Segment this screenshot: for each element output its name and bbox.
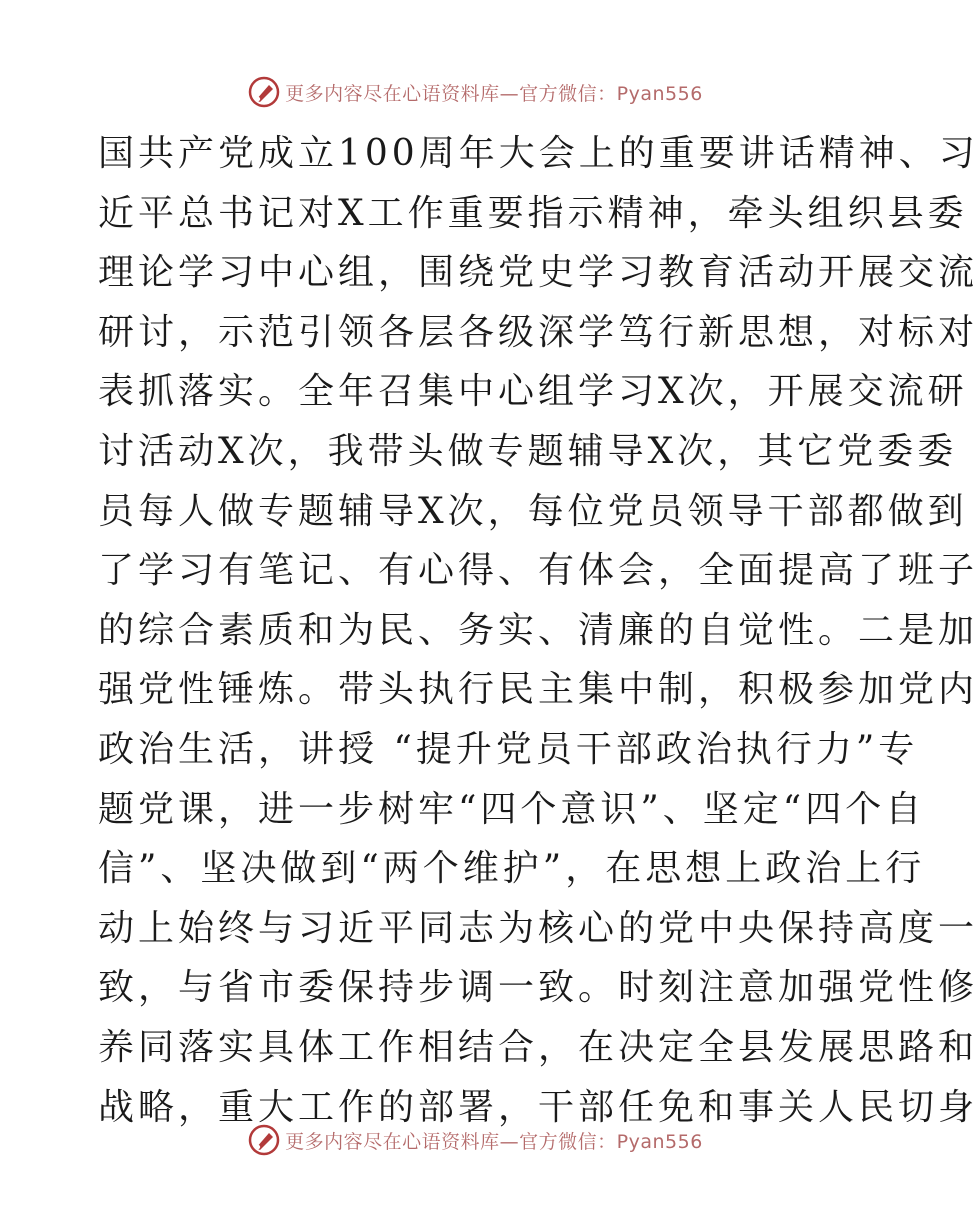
text-line: 研讨，示范引领各层各级深学笃行新思想，对标对 [98, 311, 979, 353]
text-line: 强党性锤炼。带头执行民主集中制，积极参加党内 [98, 669, 979, 711]
text-line: 信”、坚决做到“两个维护”，在思想上政治上行 [98, 848, 926, 890]
header-watermark-banner [0, 72, 950, 112]
text-line: 的综合素质和为民、务实、清廉的自觉性。二是加 [98, 609, 979, 651]
text-line: 讨活动X次，我带头做专题辅导X次，其它党委委 [98, 430, 958, 472]
header-banner-text: 更多内容尽在心语资料库—官方微信：Pyan556 [285, 82, 703, 105]
text-line: 题党课，进一步树牢“四个意识”、坚定“四个自 [98, 788, 926, 830]
text-line: 理论学习中心组，围绕党史学习教育活动开展交流 [98, 252, 979, 294]
text-line: 政治生活，讲授 “提升党员干部政治执行力”专 [98, 728, 919, 770]
text-line: 表抓落实。全年召集中心组学习X次，开展交流研 [98, 371, 968, 413]
text-line: 国共产党成立100周年大会上的重要讲话精神、习 [98, 133, 979, 174]
document-body [98, 124, 979, 1137]
text-line: 员每人做专题辅导X次，每位党员领导干部都做到 [98, 490, 968, 532]
text-line: 近平总书记对X工作重要指示精神，牵头组织县委 [98, 192, 968, 234]
text-line: 战略，重大工作的部署，干部任免和事关人民切身 [98, 1086, 979, 1128]
text-line: 致，与省市委保持步调一致。时刻注意加强党性修 [98, 967, 979, 1009]
fountain-pen-logo-icon [247, 1123, 281, 1157]
footer-watermark-banner [0, 1120, 950, 1160]
footer-banner-text: 更多内容尽在心语资料库—官方微信：Pyan556 [285, 1130, 703, 1153]
fountain-pen-logo-icon [247, 75, 281, 109]
text-line: 养同落实具体工作相结合，在决定全县发展思路和 [98, 1026, 979, 1068]
text-line: 动上始终与习近平同志为核心的党中央保持高度一 [98, 907, 979, 949]
text-line: 了学习有笔记、有心得、有体会，全面提高了班子 [98, 550, 979, 592]
